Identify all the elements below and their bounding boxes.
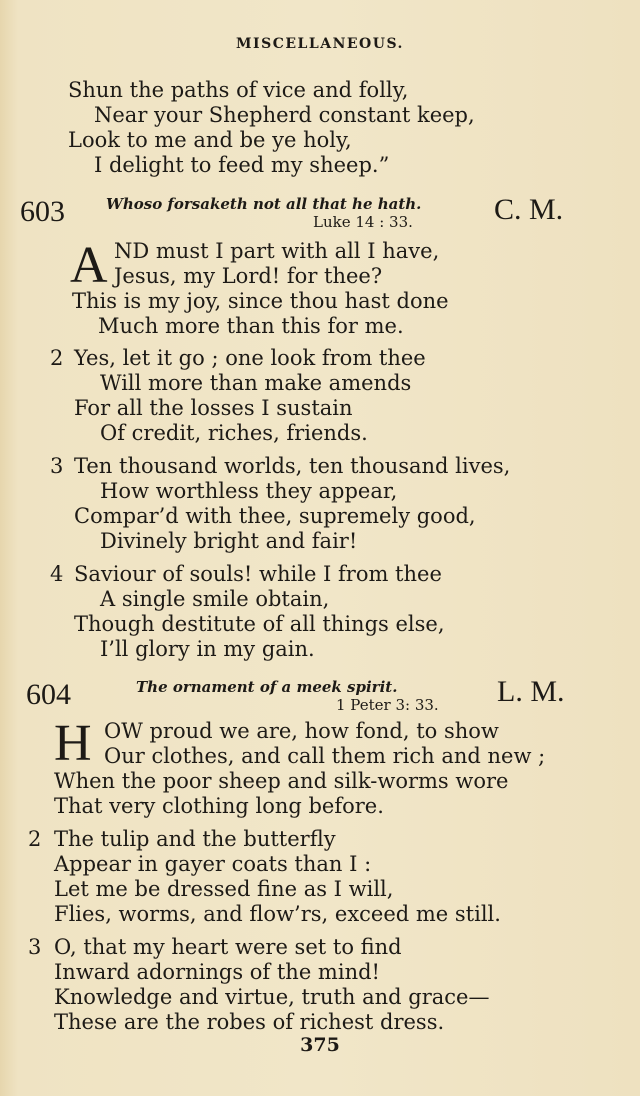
page-number: 375 [300, 1034, 340, 1056]
verse-line: Inward adornings of the mind! [54, 960, 380, 984]
verse-line: OW proud we are, how fond, to show [104, 719, 499, 743]
verse-number: 4 [50, 562, 64, 586]
drop-cap: A [70, 237, 108, 294]
verse-line: Our clothes, and call them rich and new ; [104, 744, 546, 768]
verse-line: A single smile obtain, [100, 587, 330, 611]
hymn-number: 604 [26, 678, 71, 711]
verse-line: Knowledge and virtue, truth and grace— [54, 985, 490, 1009]
verse-line: Jesus, my Lord! for thee? [114, 264, 383, 288]
verse-line: The tulip and the butterfly [54, 827, 336, 851]
verse-line: Ten thousand worlds, ten thousand lives, [74, 454, 511, 478]
verse-line: These are the robes of richest dress. [54, 1010, 445, 1034]
verse-number: 3 [50, 454, 64, 478]
verse-line: Appear in gayer coats than I : [54, 852, 372, 876]
verse-line: When the poor sheep and silk-worms wore [54, 769, 509, 793]
verse-line: Of credit, riches, friends. [100, 421, 368, 445]
verse-line: O, that my heart were set to find [54, 935, 402, 959]
scripture-reference: Luke 14 : 33. [313, 213, 413, 231]
scripture-reference: 1 Peter 3: 33. [336, 696, 439, 714]
verse-line: ND must I part with all I have, [114, 239, 440, 263]
verse-line: That very clothing long before. [54, 794, 384, 818]
verse-line: Near your Shepherd constant keep, [94, 103, 475, 127]
verse-line: How worthless they appear, [100, 479, 398, 503]
verse-number: 3 [28, 935, 42, 959]
verse-line: Though destitute of all things else, [74, 612, 445, 636]
running-head: MISCELLANEOUS. [236, 36, 404, 52]
hymn-title: Whoso forsaketh not all that he hath. [106, 195, 422, 213]
verse-line: Flies, worms, and flow’rs, exceed me still. [54, 902, 501, 926]
hymn-number: 603 [20, 195, 65, 228]
meter-label: C. M. [494, 193, 564, 226]
hymn-title: The ornament of a meek spirit. [136, 678, 398, 696]
verse-line: Look to me and be ye holy, [68, 128, 352, 152]
verse-line: This is my joy, since thou hast done [72, 289, 449, 313]
verse-line: Saviour of souls! while I from thee [74, 562, 442, 586]
verse-line: For all the losses I sustain [74, 396, 353, 420]
verse-line: Compar’d with thee, supremely good, [74, 504, 476, 528]
verse-number: 2 [28, 827, 42, 851]
verse-line: Shun the paths of vice and folly, [68, 78, 409, 102]
verse-line: Much more than this for me. [98, 314, 404, 338]
verse-number: 2 [50, 346, 64, 370]
verse-line: I’ll glory in my gain. [100, 637, 315, 661]
meter-label: L. M. [497, 675, 565, 708]
verse-line: I delight to feed my sheep.” [94, 153, 390, 177]
verse-line: Will more than make amends [100, 371, 412, 395]
verse-line: Divinely bright and fair! [100, 529, 358, 553]
verse-line: Let me be dressed fine as I will, [54, 877, 394, 901]
drop-cap: H [54, 715, 92, 772]
verse-line: Yes, let it go ; one look from thee [74, 346, 426, 370]
